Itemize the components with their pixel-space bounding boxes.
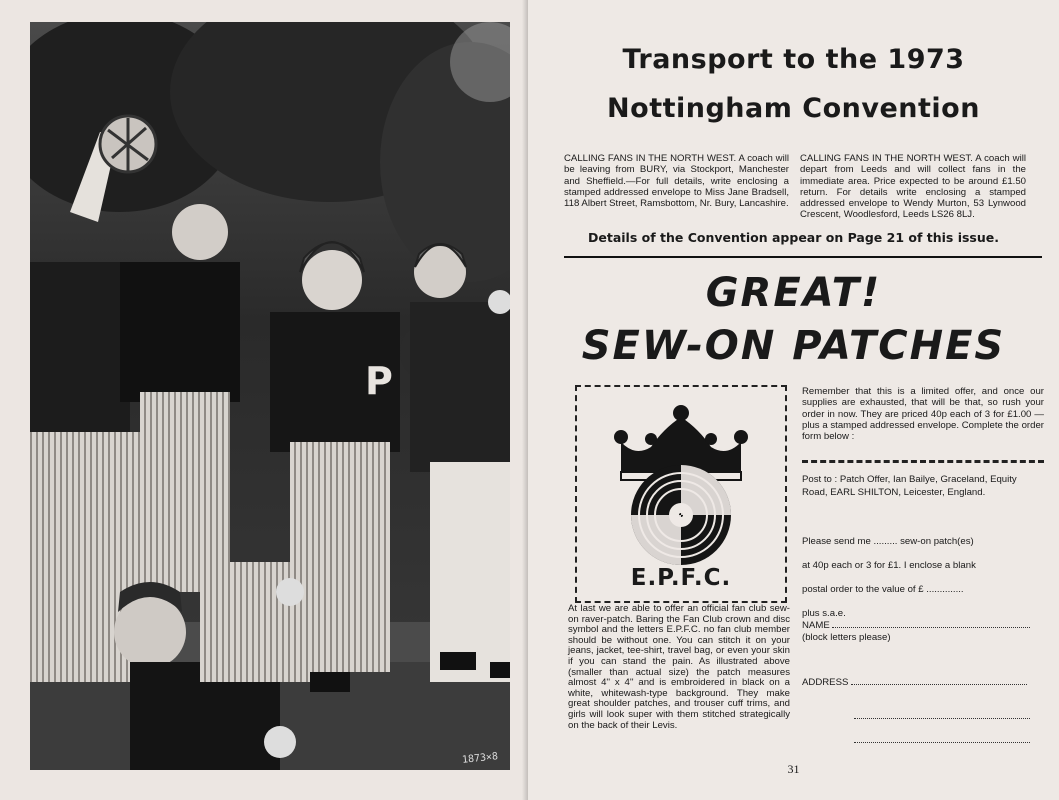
order-price-line: at 40p each or 3 for £1. I enclose a blank xyxy=(802,560,976,571)
football-players-photo xyxy=(30,22,510,770)
left-page xyxy=(0,0,528,800)
transport-title-line-1: Transport to the 1973 xyxy=(622,44,965,75)
limited-offer-text: Remember that this is a limited offer, and once our supplies are exhausted, that will be that, so rush your order in now. They are priced 40p each of 3 for £1.00 — plus a stamped addressed envelope. Complete the order form below : xyxy=(802,386,1044,443)
convention-details-note: Details of the Convention appear on Page 21 of this issue. xyxy=(588,230,999,245)
name-field-block xyxy=(802,619,1044,644)
post-to-address: Post to : Patch Offer, Ian Bailye, Graceland, Equity Road, EARL SHILTON, Leicester, England. xyxy=(802,474,1017,498)
section-divider xyxy=(564,256,1042,258)
page-number: 31 xyxy=(787,762,800,776)
photo-illustration xyxy=(30,22,510,770)
address-field-line-2[interactable] xyxy=(854,710,1030,719)
transport-title-line-2: Nottingham Convention xyxy=(607,93,980,124)
name-field[interactable] xyxy=(832,619,1030,628)
address-label: ADDRESS xyxy=(802,677,849,688)
name-label: NAME xyxy=(802,620,830,631)
address-field-block xyxy=(802,666,1044,758)
sae-line: plus s.a.e. xyxy=(802,608,846,619)
photo-caption: 1873×8 xyxy=(461,751,499,766)
right-page xyxy=(528,0,1059,800)
patch-description: At last we are able to offer an official fan club sew-on raver-patch. Baring the Fan Club crown and disc symbol and the letters E.P.F.C. no fan club member should be without one. You can stitch it on your jeans, jacket, tee-shirt, travel bag, or even your skin if you can stand the pain. As illustrated above (smaller than actual size) the patch measures almost 4'' x 4'' and is embroidered in black on a white, whitewash-type background. They make great shoulder patches, and trouser cuff trims, and girls will look super with them stitched strategically on the back of their Levis. xyxy=(568,603,790,731)
headline-great: GREAT! xyxy=(705,270,882,316)
patch-illustration-box xyxy=(575,385,787,603)
headline-sew-on-patches: SEW-ON PATCHES xyxy=(581,323,1006,369)
svg-text:P: P xyxy=(365,359,393,403)
coach-bury-column: CALLING FANS IN THE NORTH WEST. A coach will be leaving from BURY, via Stockport, Manchester and Sheffield.—For full details, write enclosing a stamped addressed envelope to Miss Jane Bradsell, 118 Albert Street, Ramsbottom, Nr. Bury, Lancashire. xyxy=(564,153,789,210)
order-quantity-line[interactable]: Please send me ......... sew-on patch(es) xyxy=(802,536,974,547)
coach-leeds-column: CALLING FANS IN THE NORTH WEST. A coach will depart from Leeds and will collect fans in the immediate area. Price expected to be around £1.50 return. For details write enclosing a stamped addressed envelope to Wendy Murton, 53 Lynwood Crescent, Woodlesford, Leeds LS26 8LJ. xyxy=(800,153,1026,221)
block-letters-note: (block letters please) xyxy=(802,632,891,643)
order-form-cut-line xyxy=(802,460,1044,463)
address-field-line-3[interactable] xyxy=(854,734,1030,743)
address-field-line-1[interactable] xyxy=(851,676,1027,685)
postal-order-value-line[interactable]: postal order to the value of £ .............. xyxy=(802,584,964,595)
order-form xyxy=(802,530,1044,626)
epfc-label: E.P.F.C. xyxy=(630,565,732,591)
